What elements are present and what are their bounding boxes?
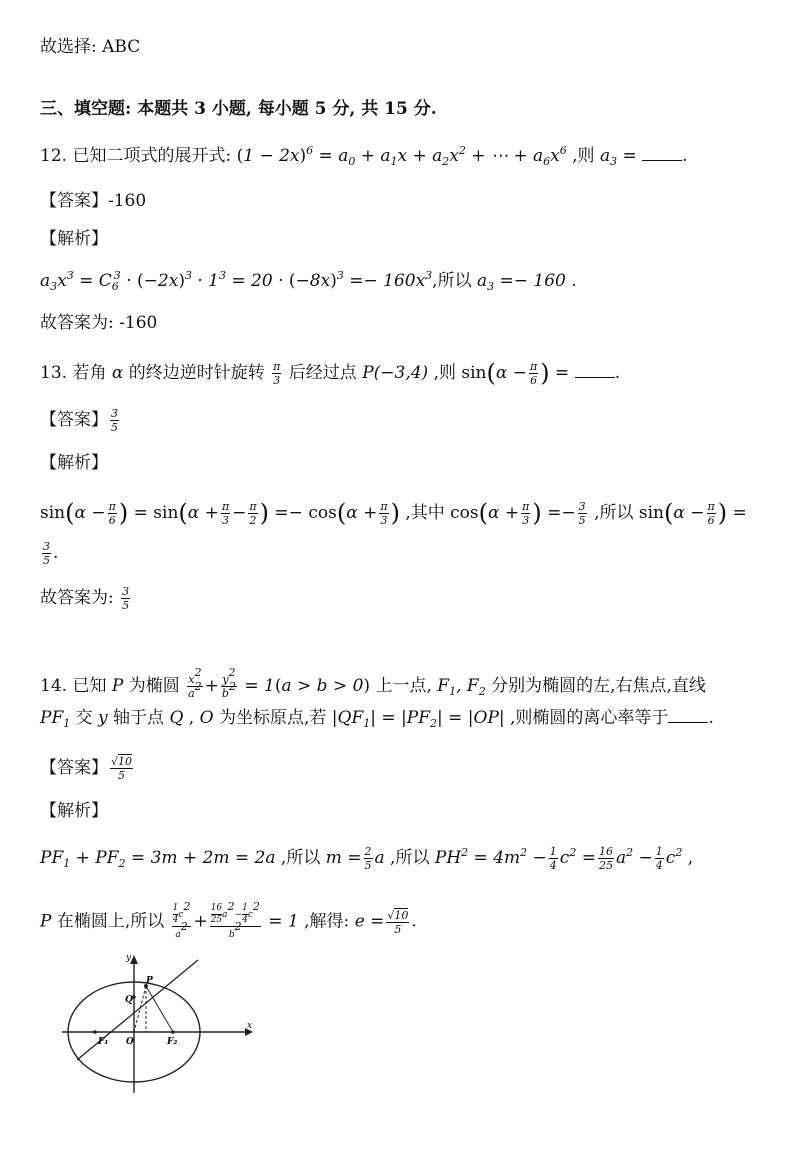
q14-intersect: 交: [70, 708, 99, 728]
section-title: 三、填空题: 本题共 3 小题, 每小题 5 分, 共 15 分.: [40, 99, 437, 119]
q14-analysis-2: P 在椭圆上,所以 $\frac{1}{4}$ $c^2$ $a^2$ + $\frac{16}{25}$ $a^2-$ $\frac{1}{4}$ $c^2$ $b^2$ = 1 ,解得: e = $\frac{√10}{5}$ .: [40, 900, 417, 940]
q13-point: P(−3,4): [362, 363, 429, 383]
q14-ecc: ,则椭圆的离心率等于: [504, 708, 669, 728]
q13-final-label: 故答案为:: [40, 588, 120, 608]
q14-stem-1: 14. 已知 P 为椭圆 $\frac{x^2}{a^2}$ + $\frac{y^2}{b^2}$ = 1(a > b > 0) 上一点, $F_1$, $F_2$ 分别为椭圆的左,右焦点,直线: [40, 666, 706, 700]
q14-on-point: 上一点,: [370, 676, 438, 696]
answer-blank: [642, 146, 682, 161]
q12-final: 故答案为: -160: [40, 313, 158, 333]
q13-analysis-cont: $\frac{3}{5}$ .: [43, 540, 59, 567]
q14-analysis-label: 【解析】: [40, 801, 108, 821]
point-f1: [93, 1030, 97, 1034]
ellipse-figure: [40, 948, 260, 1098]
answer-value: -160: [108, 191, 147, 211]
q12-then: ,则: [566, 146, 600, 166]
q12-analysis-label: 【解析】: [40, 229, 108, 249]
q14-so-ph: ,所以: [384, 848, 435, 868]
q13-then: ,则: [428, 363, 462, 383]
label-q: Q: [125, 995, 133, 1005]
label-o: O: [126, 1037, 134, 1047]
q14-answer: 【答案】 $\frac{√10}{5}$: [40, 755, 133, 782]
answer-label: 【答案】: [40, 410, 108, 430]
label-f1: F₁: [98, 1037, 109, 1047]
q13-where: ,其中: [399, 503, 451, 523]
choice-line: 故选择: ABC: [40, 37, 141, 57]
q14-so-m: ,所以: [275, 848, 326, 868]
q14-stem-2: $PF_1$ 交 y 轴于点 Q , O 为坐标原点,若 $|QF_1| = |PF_2| = |OP|$ ,则椭圆的离心率等于 .: [40, 708, 714, 730]
q14-p-is: 为椭圆: [123, 676, 186, 696]
q14-y-axis: 轴于点: [107, 708, 170, 728]
q14-solve: ,解得:: [298, 911, 355, 932]
q14-foci: 分别为椭圆的左,右焦点,直线: [485, 676, 706, 696]
label-f2: F₂: [167, 1037, 178, 1047]
q14-prefix: 14. 已知: [40, 676, 112, 696]
q13-final: 故答案为: $\frac{3}{5}$: [40, 585, 130, 612]
point-f2: [171, 1030, 175, 1034]
label-y: y: [126, 953, 132, 963]
q13-analysis-label: 【解析】: [40, 453, 108, 473]
q14-on-ellipse: 在椭圆上,所以: [51, 911, 170, 932]
q14-analysis-1: $PF_1 + PF_2 = 3m + 2m = 2a$ ,所以 m = $\frac{2}{5}$ a ,所以 $PH^2 = 4m^2$ − $\frac{1}{4}$ $c^2$ = $\frac{16}{25}$ $a^2$ − $\frac{1}{4}$ $c^2$ ,: [40, 845, 694, 872]
q13-after: 后经过点: [283, 363, 363, 383]
answer-blank: [668, 708, 708, 723]
answer-label: 【答案】: [40, 758, 108, 778]
label-p: P: [146, 976, 153, 986]
q13-mid: 的终边逆时针旋转: [123, 363, 271, 383]
q13-stem: 13. 若角 α 的终边逆时针旋转 $\frac{\pi}{3}$ 后经过点 P(−3,4) ,则 sin(α − $\frac{\pi}{6}$ ) = .: [40, 359, 621, 387]
q12-so: ,所以: [432, 271, 477, 291]
q13-answer: 【答案】 $\frac{3}{5}$: [40, 407, 118, 434]
q14-origin: 为坐标原点,若: [213, 708, 332, 728]
q13-analysis: sin(α − $\frac{\pi}{6}$ ) = sin(α + $\frac{\pi}{3}$ − $\frac{\pi}{2}$ ) =− cos(α + $\frac{\pi}{3}$ ) ,其中 cos(α + $\frac{\pi}{3}$ ) =− $\frac{3}{5}$ ,所以 sin(α − $\frac{\pi}{6}$ ) =: [40, 499, 747, 527]
q12-stem: 12. 已知二项式的展开式: $(1 - 2x)^6 = a_0 + a_1x + a_2x^2$ + ⋯ + $a_6x^6$ ,则 $a_3$ = .: [40, 144, 688, 168]
q12-answer: [40, 190, 770, 212]
q13-prefix: 13. 若角: [40, 363, 112, 383]
q12-analysis: $a_3x^3 = C_6^3 \cdot (-2x)^3 \cdot 1^3 = 20 \cdot (-8x)^3 =- 160x^3$,所以 $a_3 =- 160$ .: [40, 269, 577, 293]
q12-prefix: 12. 已知二项式的展开式:: [40, 146, 237, 166]
answer-blank: [575, 363, 615, 378]
label-x: x: [247, 1021, 253, 1031]
q13-so: ,所以: [588, 503, 639, 523]
answer-label: 【答案】: [40, 191, 108, 211]
